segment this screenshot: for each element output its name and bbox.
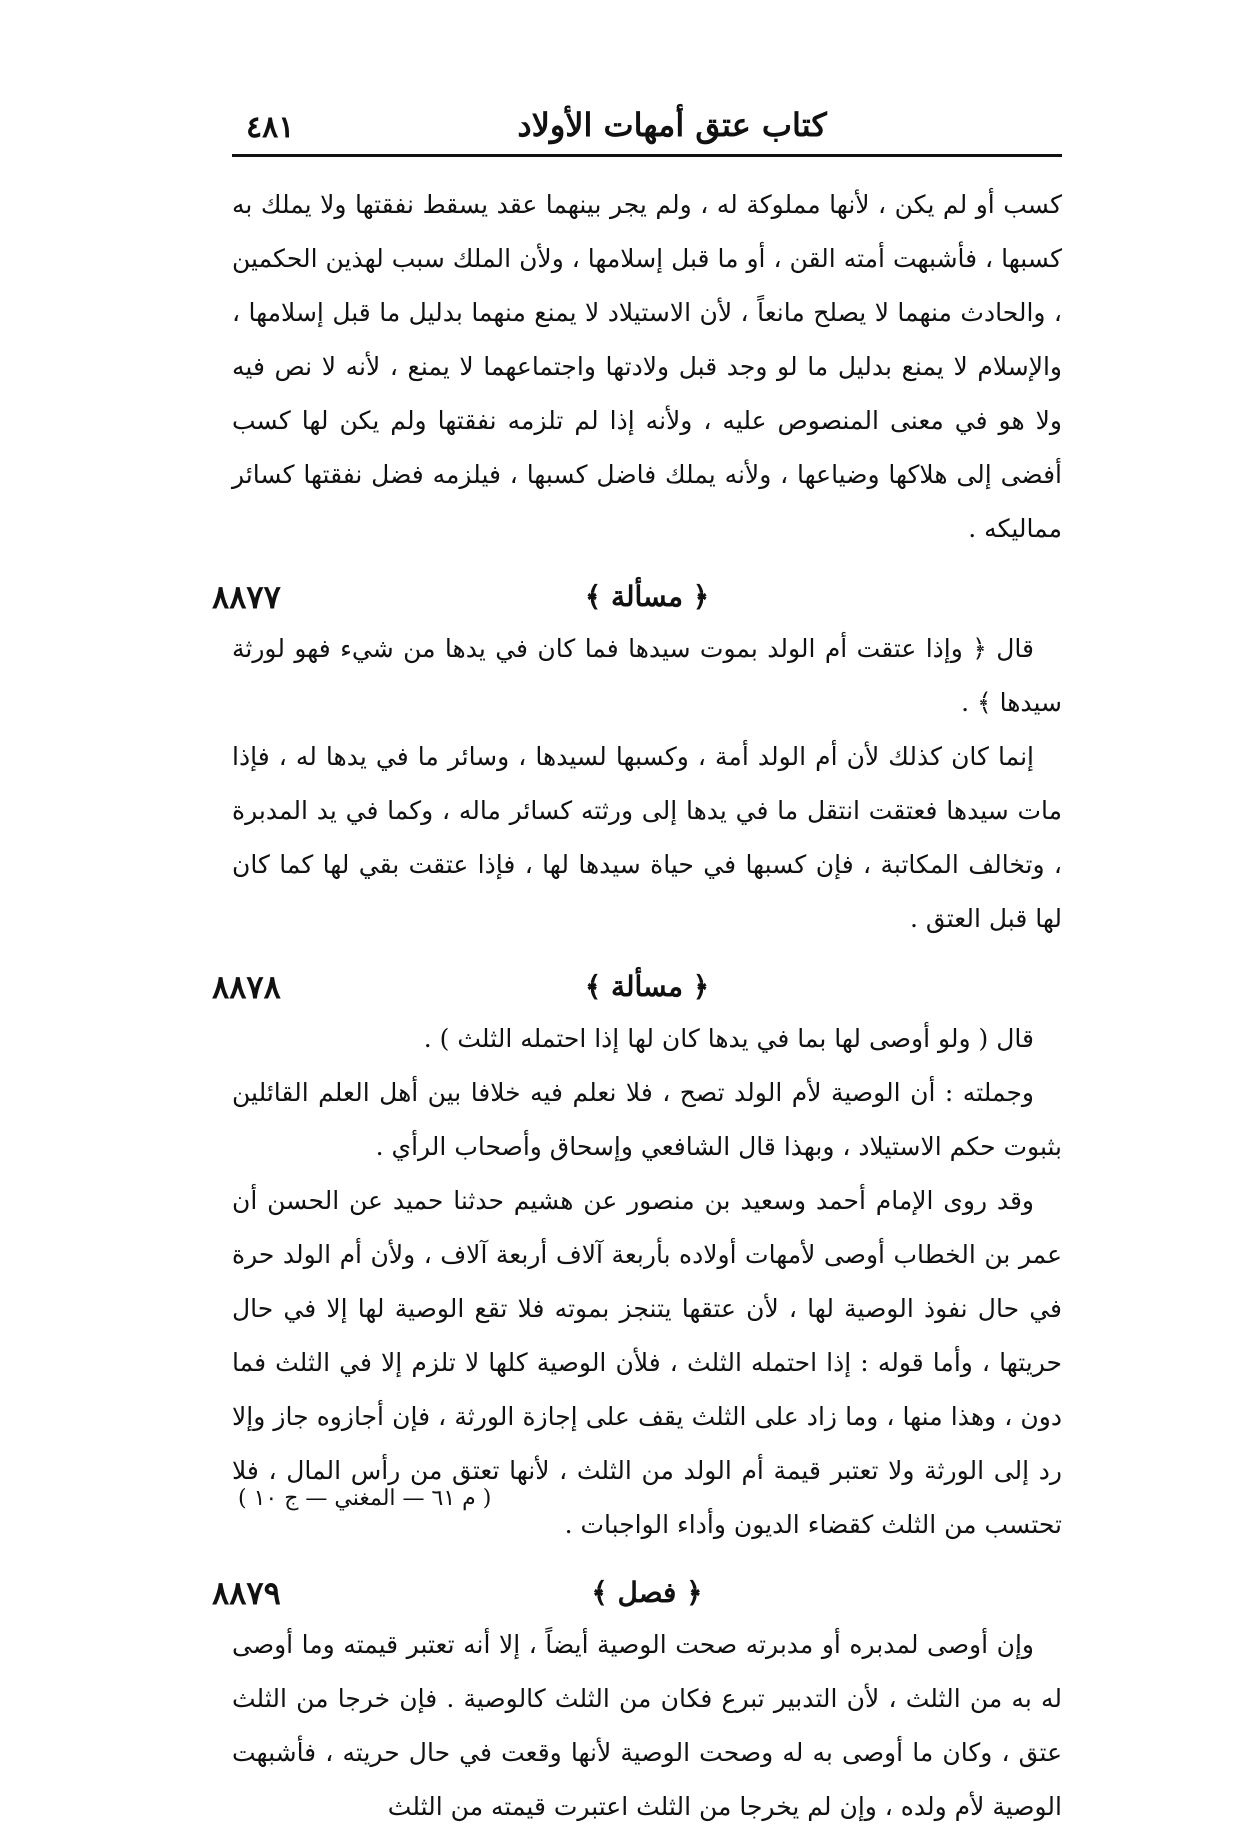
issue-text: قال ( ولو أوصى لها بما في يدها كان لها إذا احتمله الثلث ) . xyxy=(423,1024,1034,1053)
issue-text: قال ﴿ وإذا عتقت أم الولد بموت سيدها فما كان في يدها من شيء فهو لورثة سيدها ﴾ . xyxy=(232,634,1062,717)
issue-heading-8878 xyxy=(212,956,1062,1012)
running-title: كتاب عتق أمهات الأولاد xyxy=(517,106,827,144)
page-body xyxy=(212,178,1062,1834)
issue-label: ﴿ مسألة ﴾ xyxy=(584,970,710,1003)
issue-heading-8879 xyxy=(212,1562,1062,1618)
issue-commentary: وقد روى الإمام أحمد وسعيد بن منصور عن هشيم حدثنا حميد عن الحسن أن عمر بن الخطاب أوصى لأمهات أولاده بأربعة آلاف أربعة آلاف ، ولأن أم الولد حرة في حال نفوذ الوصية لها ، لأن عتقها يتنجز بموته فلا تقع الوصية لها إلا في حال حريتها ، وأما قوله : إذا احتمله الثلث ، فلأن الوصية كلها لا تلزم إلا في الثلث فما دون ، وهذا منها ، وما زاد على الثلث يقف على إجازة الورثة ، فإن أجازوه جاز وإلا رد إلى الورثة ولا تعتبر قيمة أم الولد من الثلث ، لأنها تعتق من رأس المال ، فلا تحتسب من الثلث كقضاء الديون وأداء الواجبات . xyxy=(232,1186,1062,1539)
header-rule xyxy=(232,154,1062,157)
page-number: ٤٨١ xyxy=(246,110,295,145)
issue-number: ٨٨٧٧ xyxy=(212,578,281,616)
page-header xyxy=(232,100,1060,152)
issue-number: ٨٨٧٨ xyxy=(212,968,281,1006)
issue-commentary: إنما كان كذلك لأن أم الولد أمة ، وكسبها لسيدها ، وسائر ما في يدها له ، فإذا مات سيدها فعتقت انتقل ما في يدها إلى ورثته كسائر ماله ، وكما في يد المدبرة ، وتخالف المكاتبة ، فإن كسبها في حياة سيدها لها ، فإذا عتقت بقي لها كما كان لها قبل العتق . xyxy=(232,742,1062,933)
intro-paragraph: كسب أو لم يكن ، لأنها مملوكة له ، ولم يجر بينهما عقد يسقط نفقتها ولا يملك به كسبها ، فأشبهت أمته القن ، أو ما قبل إسلامها ، ولأن الملك سبب لهذين الحكمين ، والحادث منهما لا يصلح مانعاً ، لأن الاستيلاد لا يمنع منهما بدليل ما قبل إسلامها ، والإسلام لا يمنع بدليل ما لو وجد قبل ولادتها واجتماعهما لا يمنع ، لأنه لا نص فيه ولا هو في معنى المنصوص عليه ، ولأنه إذا لم تلزمه نفقتها ولم يكن لها كسب أفضى إلى هلاكها وضياعها ، ولأنه يملك فاضل كسبها ، فيلزمه فضل نفقتها كسائر مماليكه . xyxy=(232,190,1062,543)
issue-commentary: وجملته : أن الوصية لأم الولد تصح ، فلا نعلم فيه خلافا بين أهل العلم القائلين بثبوت حكم الاستيلاد ، وبهذا قال الشافعي وإسحاق وأصحاب الرأي . xyxy=(232,1078,1062,1161)
issue-heading-8877 xyxy=(212,566,1062,622)
signature-mark: ( م ٦١ — المغني — ج ١٠ ) xyxy=(238,1486,492,1511)
issue-label: ﴿ مسألة ﴾ xyxy=(584,580,710,613)
issue-label: ﴿ فصل ﴾ xyxy=(591,1576,703,1609)
issue-commentary: وإن أوصى لمدبره أو مدبرته صحت الوصية أيضاً ، إلا أنه تعتبر قيمته وما أوصى له به من الثلث ، لأن التدبير تبرع فكان من الثلث كالوصية . فإن خرجا من الثلث عتق ، وكان ما أوصى به له وصحت الوصية لأنها وقعت في حال حريته ، فأشبهت الوصية لأم ولده ، وإن لم يخرجا من الثلث اعتبرت قيمته من الثلث xyxy=(232,1630,1062,1821)
issue-number: ٨٨٧٩ xyxy=(212,1574,281,1612)
